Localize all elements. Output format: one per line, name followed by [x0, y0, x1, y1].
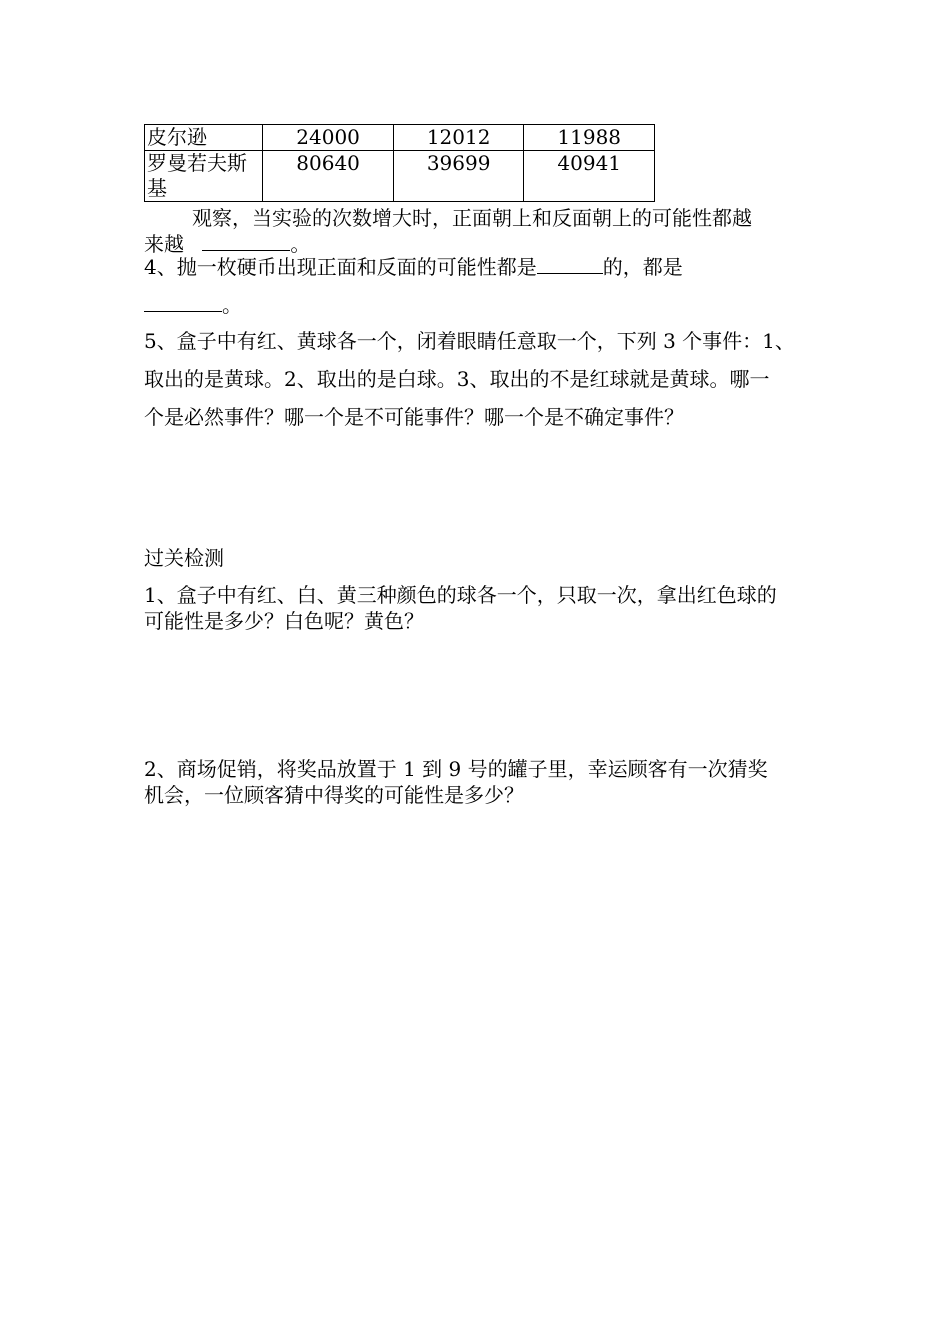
- observation-line-1: 观察，当实验的次数增大时，正面朝上和反面朝上的可能性都越: [192, 206, 752, 230]
- question-4-end: 。: [222, 293, 242, 317]
- question-4-part-1: 4、抛一枚硬币出现正面和反面的可能性都是: [144, 255, 537, 279]
- heads-cell: 12012: [393, 125, 524, 151]
- check-2-line-1: 2、商场促销，将奖品放置于 1 到 9 号的罐子里，幸运顾客有一次猜奖: [144, 757, 768, 781]
- question-4-line-1: [144, 254, 816, 280]
- observation-prefix: 来越: [144, 232, 184, 256]
- section-title: 过关检测: [144, 546, 224, 570]
- answer-blank[interactable]: [537, 255, 603, 274]
- question-5-line-2: 取出的是黄球。2、取出的是白球。3、取出的不是红球就是黄球。哪一: [144, 367, 770, 391]
- check-1-line-2: 可能性是多少？白色呢？黄色？: [144, 609, 424, 633]
- total-cell: 24000: [263, 125, 394, 151]
- table-row: [145, 151, 655, 202]
- table-row: [145, 125, 655, 151]
- coin-toss-table: [144, 124, 655, 202]
- experimenter-cell: 罗曼若夫斯基: [145, 151, 263, 202]
- heads-cell: 39699: [393, 151, 524, 202]
- answer-blank[interactable]: [144, 293, 222, 312]
- question-4-part-2: 的，都是: [602, 255, 683, 279]
- experimenter-cell: 皮尔逊: [145, 125, 263, 151]
- observation-suffix: 。: [290, 232, 311, 256]
- check-2-line-2: 机会，一位顾客猜中得奖的可能性是多少？: [144, 783, 524, 807]
- answer-blank[interactable]: [202, 232, 290, 251]
- total-cell: 80640: [263, 151, 394, 202]
- tails-cell: 11988: [524, 125, 655, 151]
- question-5-line-3: 个是必然事件？哪一个是不可能事件？哪一个是不确定事件？: [144, 405, 684, 429]
- question-5-line-1: 5、盒子中有红、黄球各一个，闭着眼睛任意取一个，下列 3 个事件：1、: [144, 329, 795, 353]
- question-4-line-2: [144, 292, 816, 318]
- tails-cell: 40941: [524, 151, 655, 202]
- check-1-line-1: 1、盒子中有红、白、黄三种颜色的球各一个，只取一次，拿出红色球的: [144, 583, 777, 607]
